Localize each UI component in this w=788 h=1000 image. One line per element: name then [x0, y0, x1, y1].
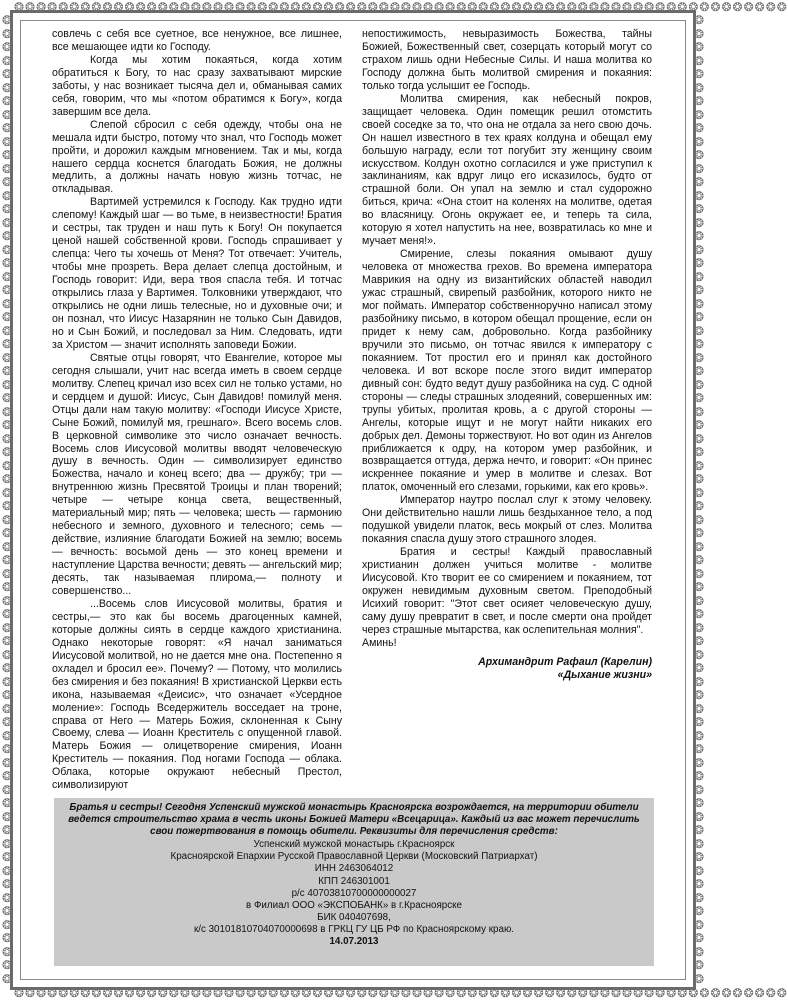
paragraph: Император наутро послал слуг к этому человеку. Они действительно нашли лишь бездыханное тело, а под подушкой увидели платок, весь мокрый от слез. Молитва покаяния спасла душу этого страшного злодея.	[362, 494, 652, 546]
paragraph: ...Восемь слов Иисусовой молитвы, братия и сестры,— это как бы восемь драгоценных камней, которые должны сиять в сердце каждого христианина. Однако некоторые говорят: «Я начал заниматься Иисусовой молитвой, но не дается мне она. Постепенно я охладел и бросил ее». Почему? — Потому, что молились без смирения и без покаяния! В христианской Церкви есть икона, называемая «Деисис», что означает «Усердное моление»: Господь Вседержитель восседает на троне, справа от Него — Матерь Божия, склоненная к Сыну Своему, слева — Иоанн Креститель с опущенной главой. Матерь Божия — олицетворение смирения, Иоанн Креститель — покаяния. Под ногами Господа — облака. Облака, которые окружают небесный Престол, символизируют	[52, 597, 342, 792]
appeal-intro: Братья и сестры! Сегодня Успенский мужской монастырь Красноярска возрождается, на территории обители ведется строительство храма в честь иконы Божией Матери «Всецарица». Каждый из вас может перечислить свои пожертвования в помощь обители. Реквизиты для перечисления средств:	[68, 802, 640, 838]
paragraph: Святые отцы говорят, что Евангелие, которое мы сегодня слышали, учит нас всегда иметь в своем сердце молитву. Слепец кричал изо всех сил не только устами, но и сердцем и душой: Иисус, Сын Давидов! помилуй меня. Отцы дали нам такую молитву: «Господи Иисусе Христе, Сыне Божий, помилуй мя, грешнаго». Всего восемь слов. В церковной символике это число означает вечность. Восемь слов Иисусовой молитвы вводят человеческую душу в вечность. Один — символизирует единство Божества, начало и конец всего; два — дружбу; три — внутреннюю жизнь Пресвятой Троицы и план творений; четыре — четыре конца света, вещественный, материальный мир; пять — человека; шесть — гармонию небесного и земного, духовного и телесного; семь — действие, излияние благодати Божией на землю; восемь — вечность: восьмой день — это конец времени и наступление Царства вечности; девять — ангельский мир; десять, так называемая плирома,— полноту и совершенство...	[52, 351, 342, 597]
donation-appeal-box	[54, 798, 654, 966]
paragraph: Смирение, слезы покаяния омывают душу человека от множества грехов. Во времена императора Маврикия на одну из византийских областей наводил ужас страшный, свирепый разбойник, которого никто не мог поймать. Император собственноручно написал этому разбойнику письмо, в котором обещал прощение, если он придет к нему сам, добровольно. Когда разбойнику вручили это письмо, он тотчас явился к императору с покаянием. Тот простил его и принял как достойного человека. И вот вскоре после этого видит император дивный сон: будто ведут душу разбойника на суд. С одной стороны — следы страшных злодеяний, совершенных им: трупы убитых, пролитая кровь, а с другой стороны — Ангелы, которые ищут и не могут найти никаких его добрых дел. Демоны торжествуют. Но вот один из Ангелов приближается к одру, на котором умер разбойник, и возвращается оттуда, держа нечто, и говорит: «Он принес искреннее покаяние и умер в молитве и слезах. Вот платок, омоченный его слезами, горькими, как его кровь».	[362, 248, 652, 494]
paragraph: Вартимей устремился к Господу. Как трудно идти слепому! Каждый шаг — во тьме, в неизвестности! Братия и сестры, так труден и наш путь к Богу! Он покупается ценой нашей собственной крови. Господь спрашивает у слепца: Чего ты хочешь от Меня? Тот отвечает: Учитель, чтобы мне прозреть. Вера делает слепца достойным, и Господь говорит: Иди, вера твоя спасла тебя. И тотчас открылись глаза у Вартимея. Толковники утверждают, что открылись не одни лишь телесные, но и духовные очи; и он познал, что Иисус Назарянин не только Сын Давидов, но и Сын Божий, и последовал за Ним. Следовать, идти за Христом — значит исполнять заповеди Божии.	[52, 196, 342, 351]
bank-detail-line: р/с 40703810700000000027	[291, 887, 417, 899]
paragraph: непостижимость, невыразимость Божества, тайны Божией, Божественный свет, созерцать который могут со страхом лишь одни Небесные Силы. И наша молитва ко Господу должна быть молитвой смирения и покаяния: только тогда услышит ее Господь.	[362, 28, 652, 92]
bank-detail-line: к/с 30101810704070000698 в ГРКЦ ГУ ЦБ РФ по Красноярскому краю.	[193, 923, 515, 935]
bank-detail-line: ИНН 2463064012	[314, 863, 394, 875]
paragraph: Братия и сестры! Каждый православный христианин должен учиться молитве - молитве Иисусовой. Кто творит ее со смирением и покаянием, тот окружен невидимым духовным светом. Преподобный Исихий говорит: "Этот свет осияет человеческую душу, саму душу превратит в свет, и после смерти она пройдет через страшные мытарства, как ослепительная молния".	[362, 546, 652, 636]
paragraph: Когда мы хотим покаяться, когда хотим обратиться к Богу, то нас сразу захватывают мирские заботы, у нас возникает тысяча дел и, обманывая самих себя, говорим, что мы «потом обратимся к Богу», когда завершим все дела.	[52, 53, 342, 118]
right-text-column	[362, 28, 652, 682]
closing-amen: Аминь!	[362, 636, 397, 649]
bank-detail-line: БИК 040407698,	[317, 911, 391, 923]
bank-detail-line: Успенский мужской монастырь г.Красноярск	[253, 839, 455, 851]
ornament-top: ❂❂❂❂❂❂❂❂❂❂❂❂❂❂❂❂❂❂❂❂❂❂❂❂❂❂❂❂❂❂❂❂❂❂❂❂❂❂❂❂❂❂❂❂❂❂❂❂❂❂❂❂❂❂❂❂❂❂❂❂❂❂❂❂❂❂❂❂❂❂	[14, 0, 788, 14]
source-title: «Дыхание жизни»	[557, 668, 652, 681]
ornament-left: ❂❂❂❂❂❂❂❂❂❂❂❂❂❂❂❂❂❂❂❂❂❂❂❂❂❂❂❂❂❂❂❂❂❂❂❂❂❂❂❂❂❂❂❂❂❂❂❂❂❂❂❂❂❂❂❂❂❂❂❂❂❂❂❂❂❂❂❂❂❂❂❂	[1, 13, 13, 986]
author-name: Архимандрит Рафаил (Карелин)	[478, 655, 652, 668]
bank-detail-line: КПП 246301001	[318, 875, 390, 887]
signature-block	[362, 656, 652, 682]
bank-detail-line: в Филиал ООО «ЭКСПОБАНК» в г.Красноярске	[246, 899, 462, 911]
bank-detail-line: Красноярской Епархии Русской Православной Церкви (Московский Патриархат)	[170, 851, 538, 863]
ornament-right: ❂❂❂❂❂❂❂❂❂❂❂❂❂❂❂❂❂❂❂❂❂❂❂❂❂❂❂❂❂❂❂❂❂❂❂❂❂❂❂❂❂❂❂❂❂❂❂❂❂❂❂❂❂❂❂❂❂❂❂❂❂❂❂❂❂❂❂❂❂❂❂❂	[693, 13, 705, 986]
ornament-bottom: ❂❂❂❂❂❂❂❂❂❂❂❂❂❂❂❂❂❂❂❂❂❂❂❂❂❂❂❂❂❂❂❂❂❂❂❂❂❂❂❂❂❂❂❂❂❂❂❂❂❂❂❂❂❂❂❂❂❂❂❂❂❂❂❂❂❂❂❂❂❂	[14, 986, 788, 1000]
paragraph: совлечь с себя все суетное, все ненужное, все лишнее, все мешающее идти ко Господу.	[52, 28, 342, 53]
paragraph: Слепой сбросил с себя одежду, чтобы она не мешала идти быстро, потому что знал, что Господь может пройти, и дорожил каждым мгновением. Так и мы, когда нашего сердца коснется благодать Божия, не должны медлить, а должны начать новую жизнь тотчас, не откладывая.	[52, 118, 342, 196]
paragraph: Молитва смирения, как небесный покров, защищает человека. Один помещик решил отомстить своей соседке за то, что она не отдала за него свою дочь. Он нашел известного в тех краях колдуна и обещал ему большую награду, если тот погубит эту женщину своим искусством. Колдун охотно согласился и уже приступил к заклинаниям, как вдруг лицо его исказилось, будто от страшной боли. Он упал на землю и стал судорожно биться, крича: «Она стоит на коленях на молитве, одетая во власяницу. Огонь окружает ее, и теперь та сила, которую я хотел напустить на нее, возвратилась ко мне и мучает меня!».	[362, 92, 652, 248]
left-text-column	[52, 28, 342, 792]
appeal-date: 14.07.2013	[329, 936, 379, 948]
